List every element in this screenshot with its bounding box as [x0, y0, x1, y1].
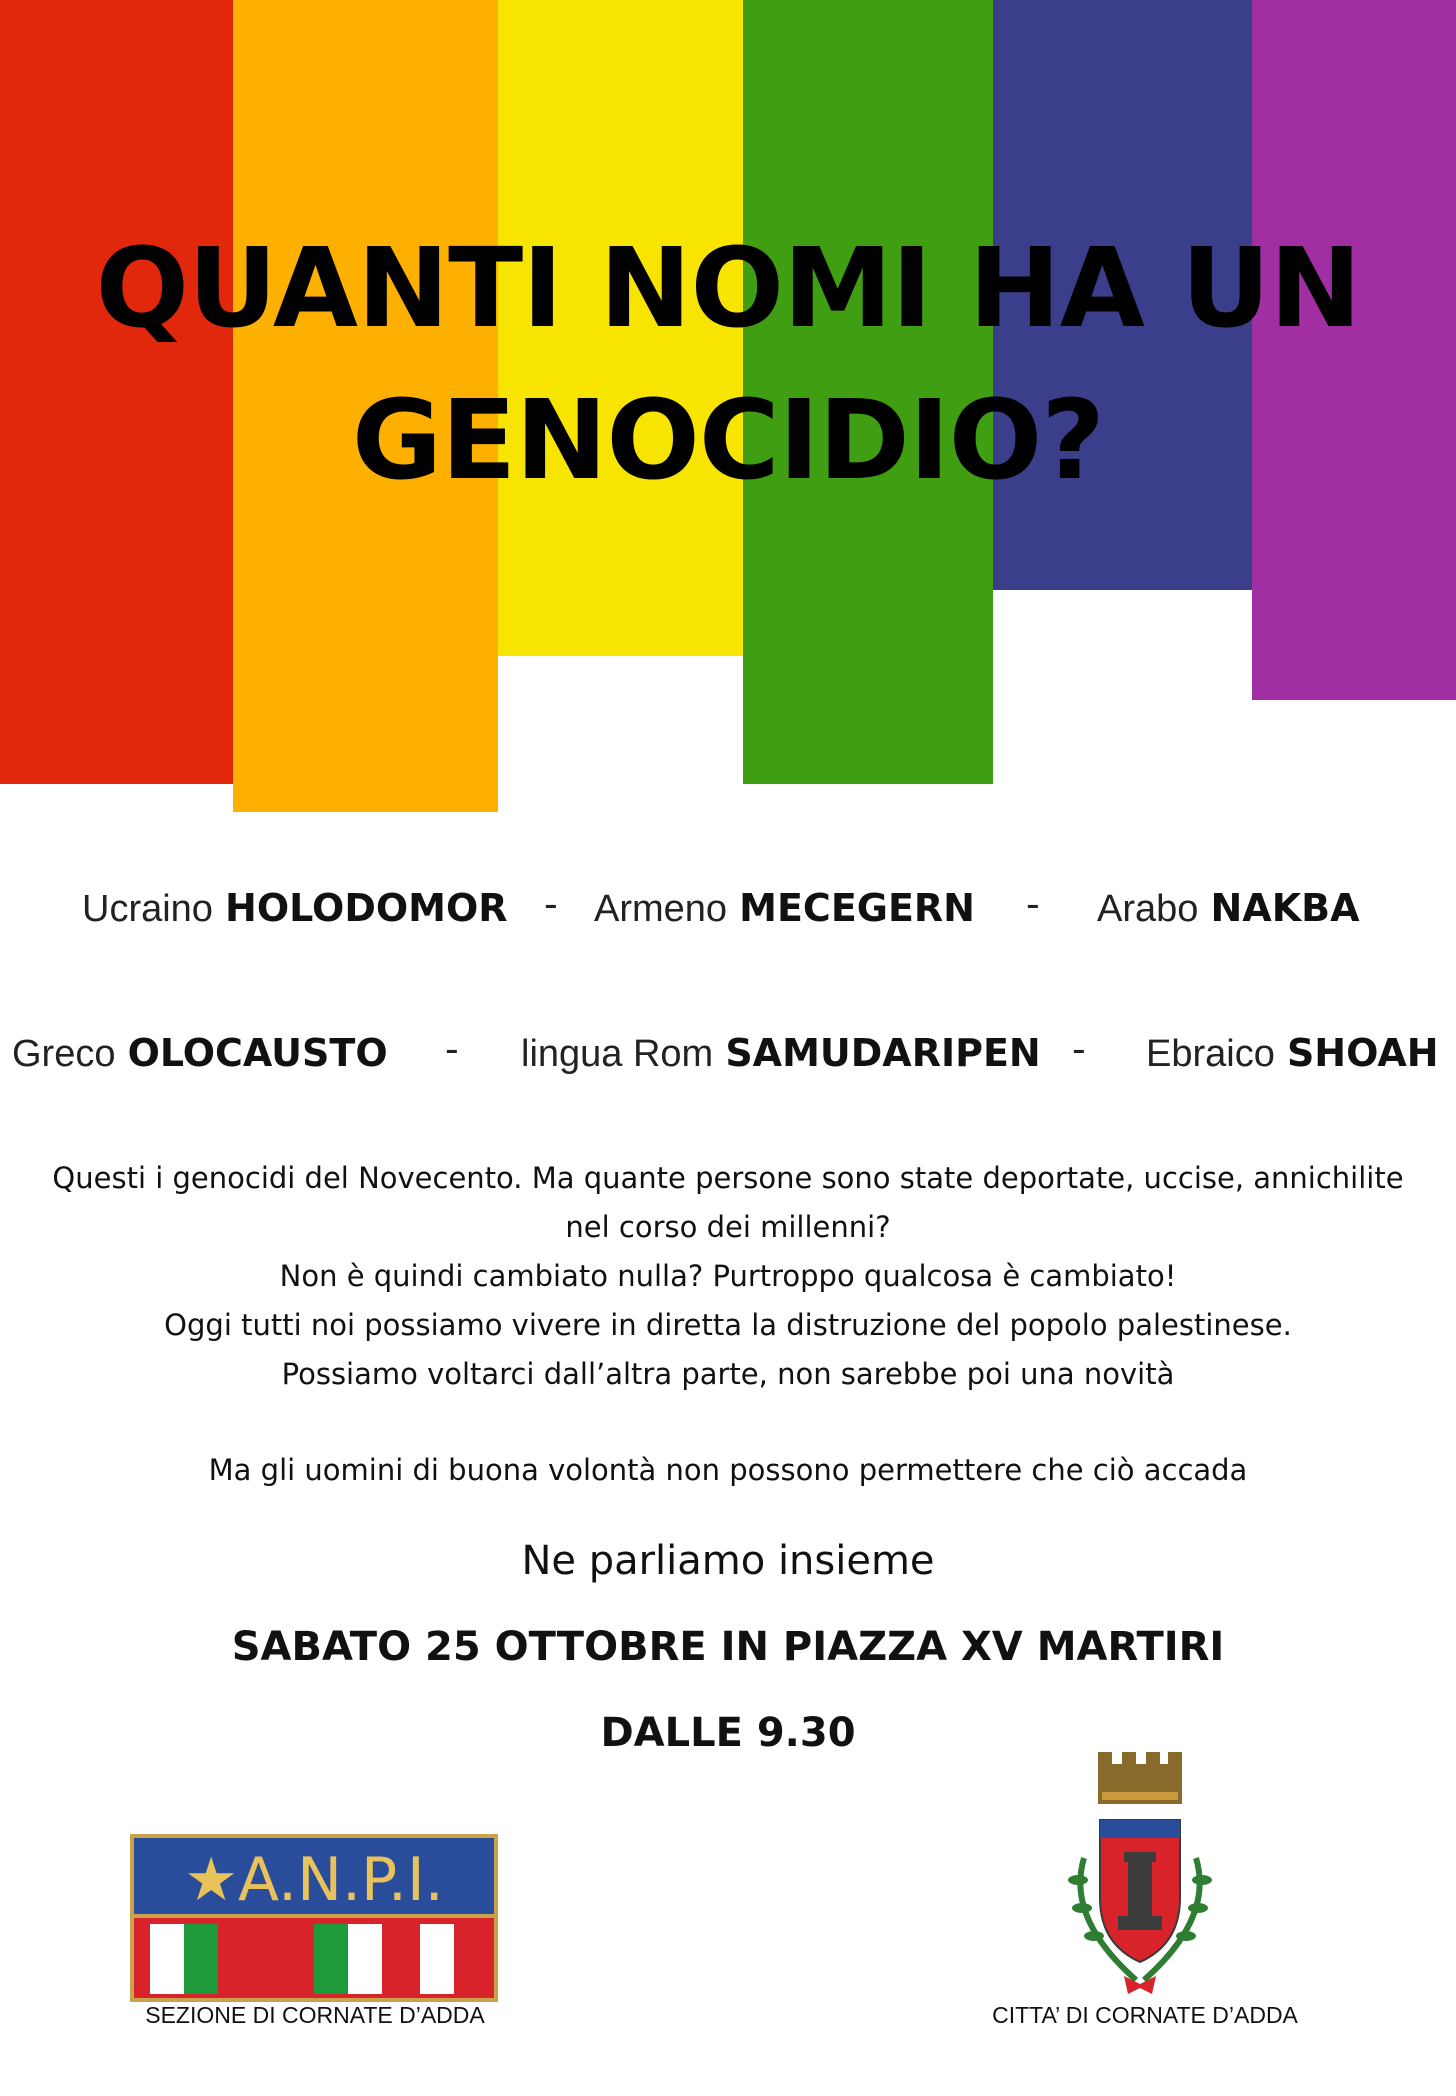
separator: -	[1026, 882, 1040, 926]
separator: -	[544, 882, 558, 926]
name-word: NAKBA	[1210, 886, 1360, 930]
anpi-logo	[130, 1834, 498, 2002]
body-line: Possiamo voltarci dall’altra parte, non sarebbe poi una novità	[281, 1357, 1175, 1391]
page-title	[0, 212, 1456, 516]
separator: -	[445, 1027, 459, 1071]
name-item	[82, 878, 508, 939]
name-word: SHOAH	[1286, 1031, 1439, 1075]
name-word: OLOCAUSTO	[127, 1031, 388, 1075]
name-item	[12, 1023, 388, 1084]
separator: -	[1072, 1027, 1086, 1071]
name-word: HOLODOMOR	[225, 886, 508, 930]
name-language: Armeno	[594, 888, 728, 930]
body-line: Questi i genocidi del Novecento. Ma quante persone sono state deportate, uccise, annichilite	[52, 1161, 1404, 1195]
name-language: Greco	[12, 1033, 116, 1075]
anpi-caption: SEZIONE DI CORNATE D’ADDA	[145, 2002, 485, 2028]
name-item	[594, 878, 975, 939]
names-row-1	[0, 878, 1456, 938]
name-word: SAMUDARIPEN	[725, 1031, 1041, 1075]
name-word: MECEGERN	[739, 886, 975, 930]
names-row-2	[0, 1023, 1456, 1083]
title-line-1: QUANTI NOMI HA UN	[95, 224, 1361, 352]
body-line: nel corso dei millenni?	[565, 1210, 891, 1244]
body-text	[0, 1154, 1456, 1399]
title-line-2: GENOCIDIO?	[351, 376, 1105, 504]
name-item	[521, 1023, 1041, 1084]
name-language: Ucraino	[82, 888, 213, 930]
event-date: SABATO 25 OTTOBRE IN PIAZZA XV MARTIRI	[231, 1624, 1225, 1670]
city-caption: CITTA’ DI CORNATE D’ADDA	[992, 2002, 1298, 2028]
name-language: lingua Rom	[521, 1033, 714, 1075]
name-item	[1146, 1023, 1439, 1084]
name-item	[1097, 878, 1360, 939]
body-line: Non è quindi cambiato nulla? Purtroppo qualcosa è cambiato!	[279, 1259, 1177, 1293]
call-to-action: Ne parliamo insieme	[521, 1538, 935, 1584]
body-closing: Ma gli uomini di buona volontà non possono permettere che ciò accada	[208, 1453, 1248, 1487]
coat-of-arms-icon	[1040, 1748, 1240, 2000]
body-line: Oggi tutti noi possiamo vivere in diretta la distruzione del popolo palestinese.	[164, 1308, 1292, 1342]
anpi-logo-text: ★A.N.P.I.	[184, 1845, 444, 1915]
name-language: Ebraico	[1146, 1033, 1275, 1075]
event-time: DALLE 9.30	[600, 1710, 856, 1756]
name-language: Arabo	[1097, 888, 1199, 930]
